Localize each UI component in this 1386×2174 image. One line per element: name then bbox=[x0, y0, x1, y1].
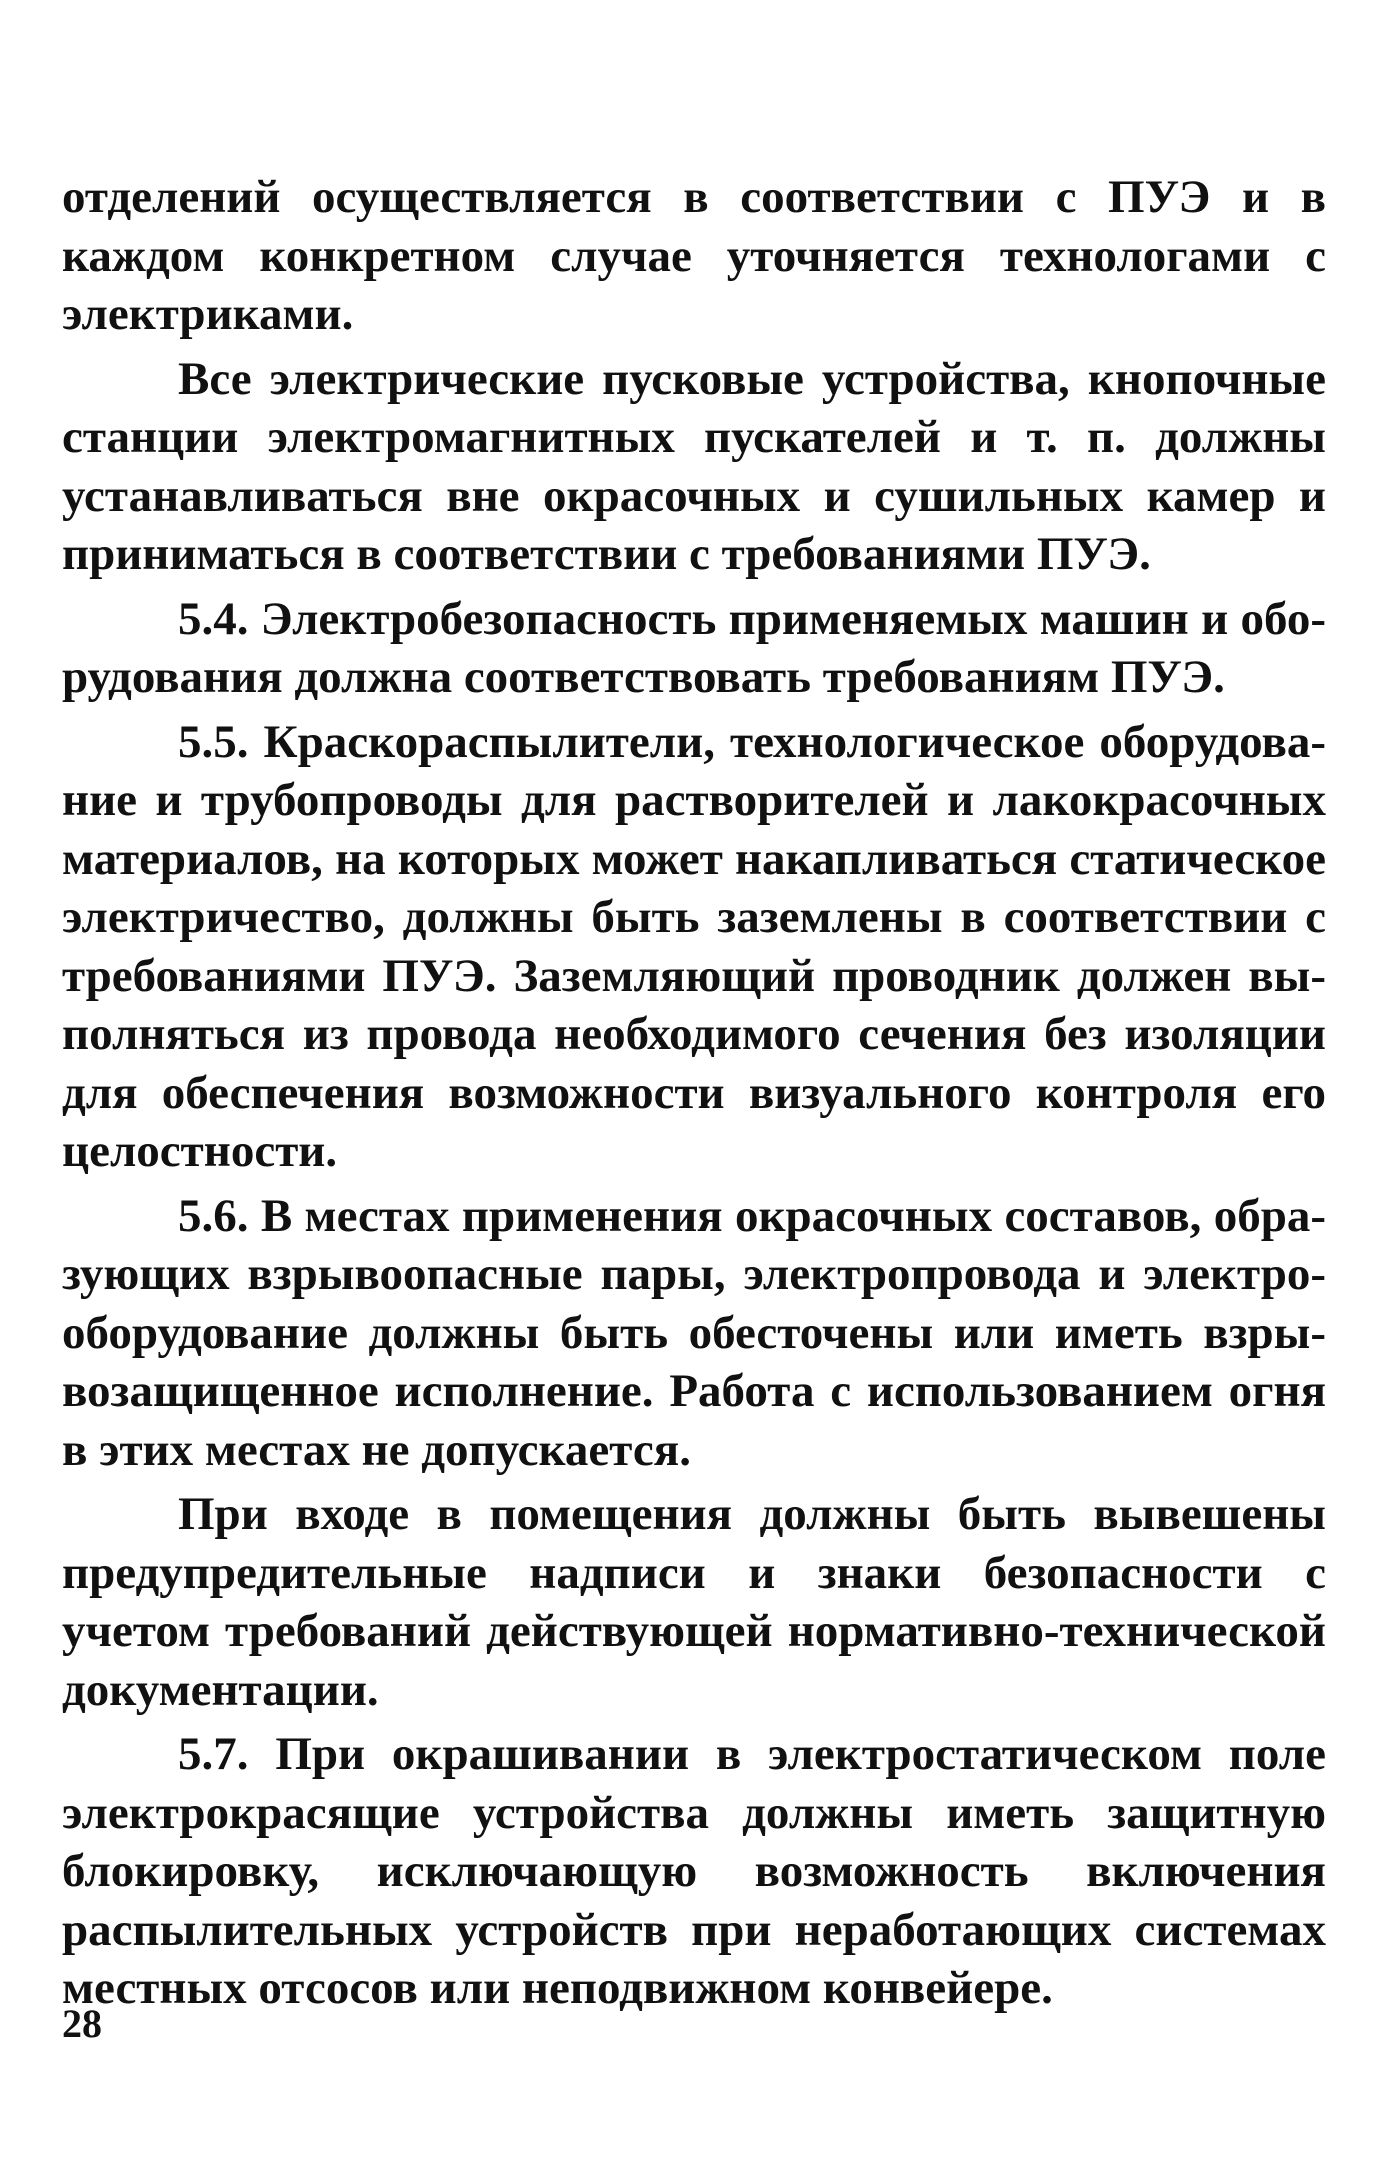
paragraph-5-7: 5.7. При окрашивании в электростатическом поле электрокрасящие устройства должны иметь защитную блокировку, исключающую возможность включения распылительных устройств при неработающих системах местных отсосов или неподвижном конвейере. bbox=[62, 1728, 1326, 2014]
paragraph-5-5: 5.5. Краскораспылители, технологическое оборудование и трубопроводы для растворителей и лакокрасочных материалов, на которых может накапливаться статическое электричество, должны быть заземлены в соответствии с требованиями ПУЭ. Заземляющий проводник должен выполняться из провода необходимого сечения без изоляции для обеспечения возможности визуального контроля его целостности. bbox=[62, 715, 1326, 1177]
page-body bbox=[62, 168, 1326, 2024]
page-number: 28 bbox=[62, 2001, 102, 2046]
paragraph-5-6: 5.6. В местах применения окрасочных составов, образующих взрывоопасные пары, электропровода и электрооборудование должны быть обесточены или иметь взрывозащищенное исполнение. Работа с использованием огня в этих местах не допускается. bbox=[62, 1189, 1326, 1476]
paragraph-5-4: 5.4. Электробезопасность применяемых машин и оборудования должна соответствовать требованиям ПУЭ. bbox=[62, 592, 1326, 703]
paragraph-continuation: отделений осуществляется в соответствии с ПУЭ и в каждом конкретном случае уточняется технологами с электриками. bbox=[62, 171, 1326, 340]
paragraph-electrical-devices: Все электрические пусковые устройства, кнопочные станции электромагнитных пускателей и т. п. должны устанавливаться вне окрасочных и сушильных камер и приниматься в соответствии с требованиями ПУЭ. bbox=[62, 352, 1326, 580]
paragraph-warning-signs: При входе в помещения должны быть вывешены предупредительные надписи и знаки безопасности с учетом требований действующей нормативно-технической документации. bbox=[62, 1488, 1326, 1716]
